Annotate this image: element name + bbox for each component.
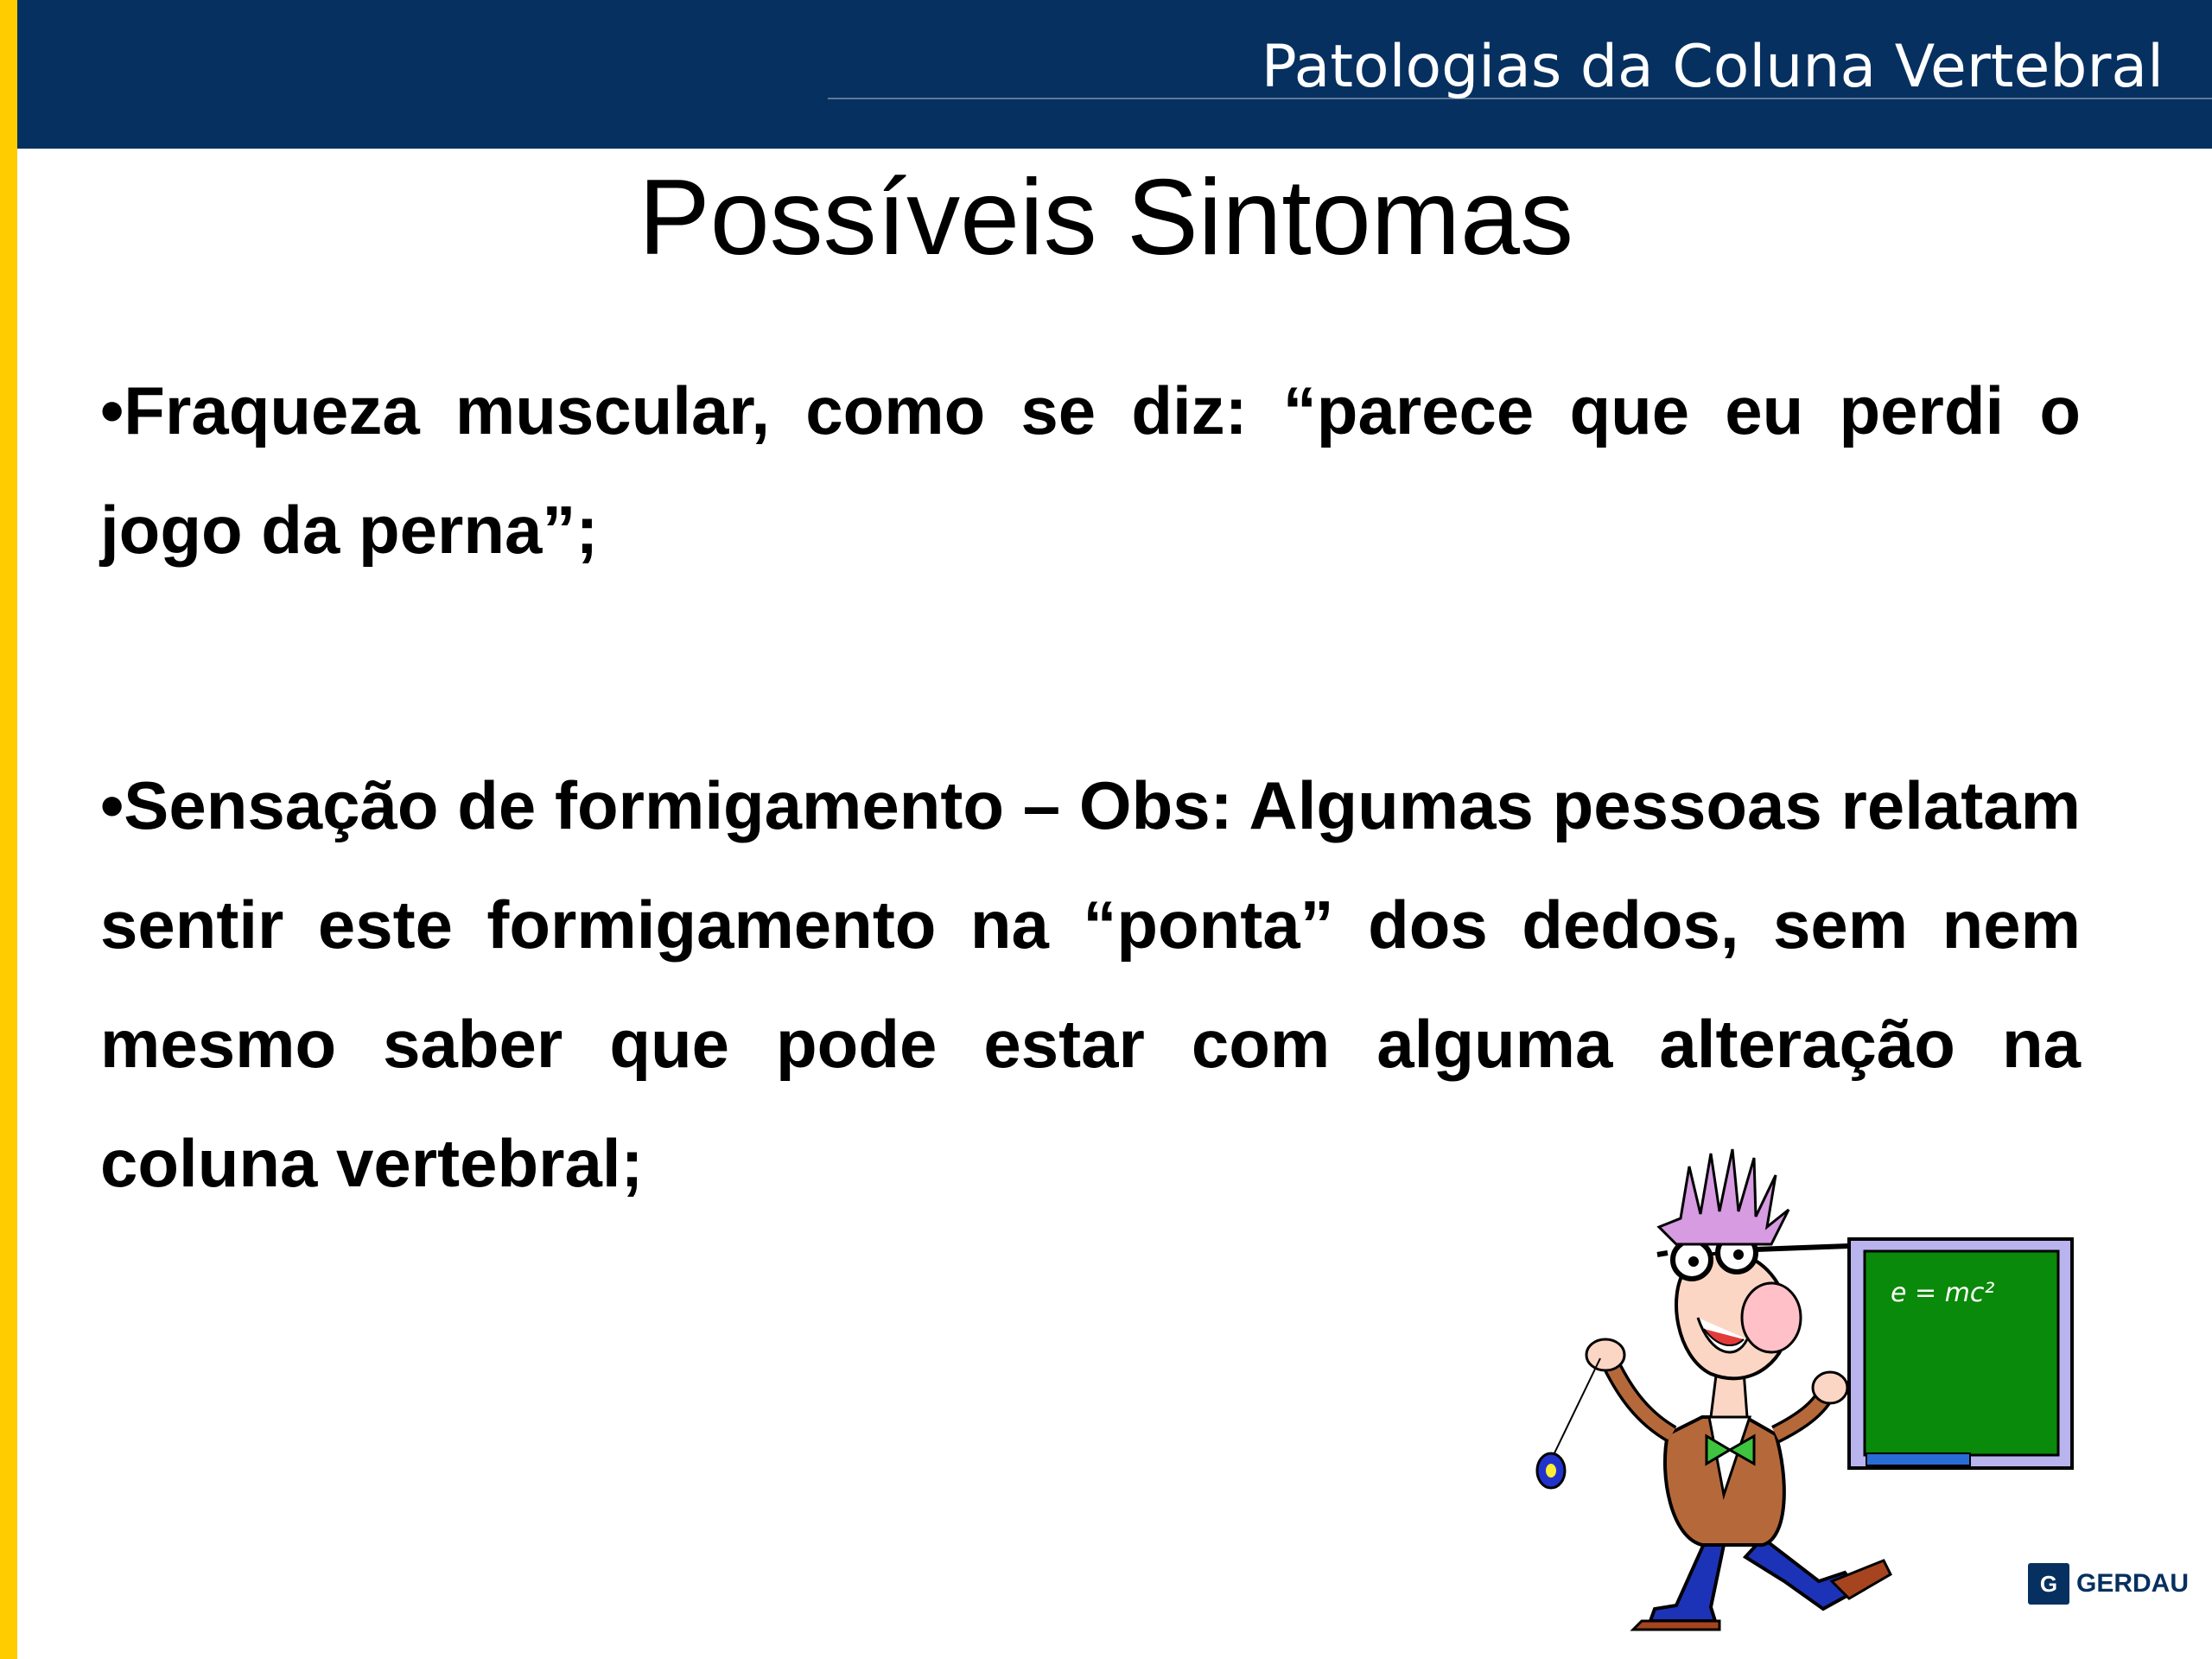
professor-cartoon-icon bbox=[1503, 1132, 2091, 1633]
chalkboard-formula: e = mc² bbox=[1891, 1278, 1995, 1308]
bullet-item: •Fraqueza muscular, como se diz: “parece que eu perdi o jogo da perna”; bbox=[100, 372, 2081, 568]
header-title: Patologias da Coluna Vertebral bbox=[1261, 33, 2164, 101]
bullet-item: •Sensação de formigamento – Obs: Algumas pessoas relatam sentir este formigamento na “ponta” dos dedos, sem nem mesmo saber que pode estar com alguma alteração na coluna vertebral; bbox=[100, 767, 2081, 1201]
gerdau-logo-mark: G bbox=[2028, 1563, 2069, 1605]
gerdau-logo bbox=[2028, 1562, 2189, 1605]
slide-title: Possíveis Sintomas bbox=[639, 158, 1573, 277]
gerdau-logo-text: GERDAU bbox=[2076, 1569, 2190, 1598]
